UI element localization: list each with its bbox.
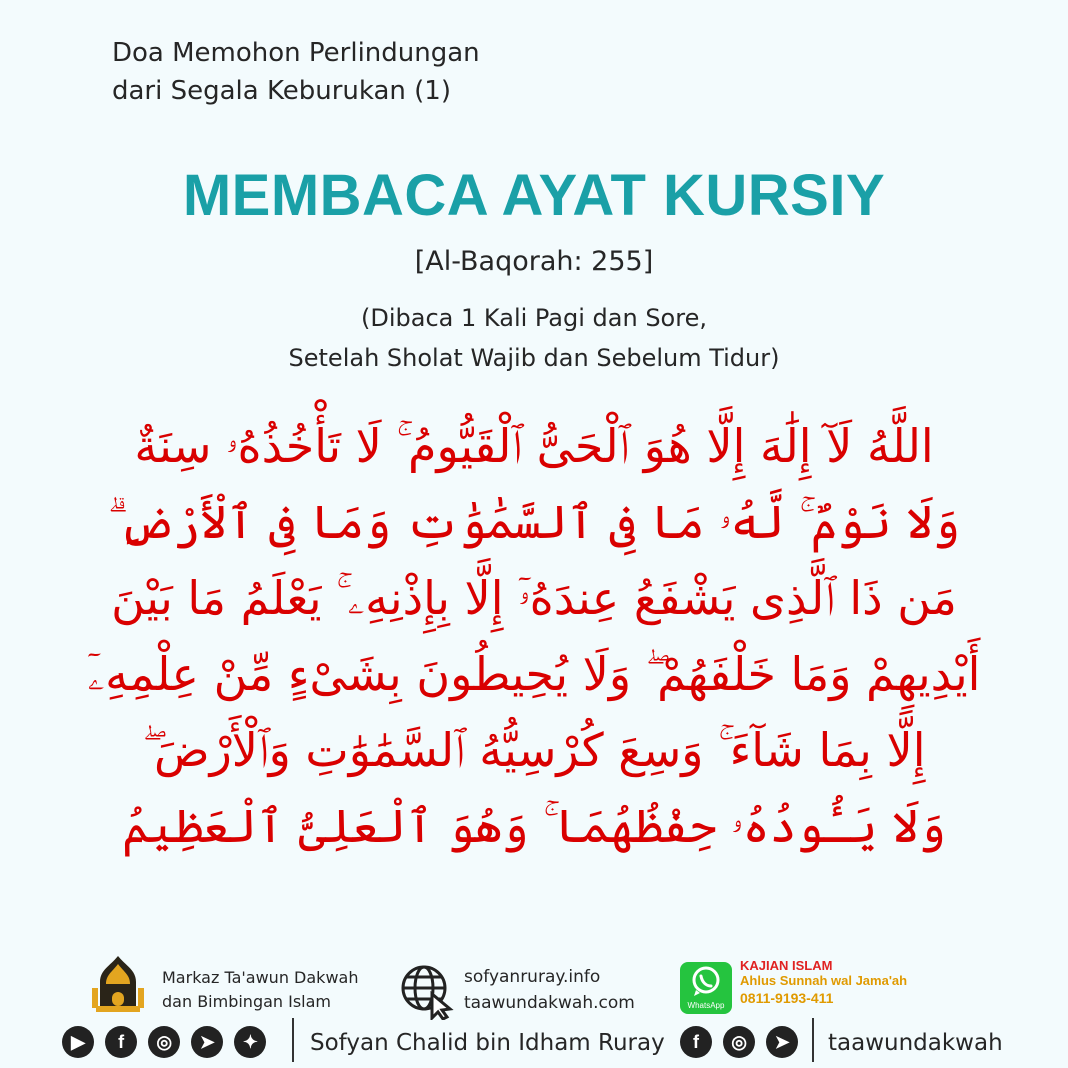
reading-note	[0, 298, 1068, 378]
arabic-line: إِلَّا بِمَا شَآءَ ۚ وَسِعَ كُرْسِيُّهُ ٱلسَّمَٰوَٰتِ وَٱلْأَرْضَ ۖ	[142, 723, 926, 777]
globe-cursor-icon	[398, 962, 456, 1020]
facebook-icon[interactable]: f	[680, 1026, 712, 1058]
arabic-line: وَلَا يَـُٔودُهُۥ حِفْظُهُمَا ۚ وَهُوَ ٱلْعَلِىُّ ٱلْعَظِيمُ	[122, 799, 946, 853]
note-line-2: Setelah Sholat Wajib dan Sebelum Tidur)	[288, 344, 780, 372]
website-link-2[interactable]: taawundakwah.com	[464, 993, 635, 1013]
wa-phone[interactable]: 0811-9193-411	[740, 990, 834, 1006]
author-name: Sofyan Chalid bin Idham Ruray	[310, 1030, 665, 1056]
divider	[292, 1018, 294, 1062]
org-social-icons	[680, 1026, 804, 1066]
mosque-logo-icon	[86, 954, 150, 1018]
verse-reference: [Al-Baqorah: 255]	[414, 246, 654, 277]
org-line-2: dan Bimbingan Islam	[162, 992, 332, 1011]
twitter-icon[interactable]: ✦	[234, 1026, 266, 1058]
arabic-line: أَيْدِيهِمْ وَمَا خَلْفَهُمْ ۖ وَلَا يُحِيطُونَ بِشَىْءٍ مِّنْ عِلْمِهِۦٓ	[87, 647, 981, 701]
divider	[812, 1018, 814, 1062]
author-social-icons	[62, 1026, 272, 1066]
whatsapp-info	[740, 958, 907, 1008]
arabic-line: اللَّهُ لَآ إِلَٰهَ إِلَّا هُوَ ٱلْحَىُّ ٱلْقَيُّومُ ۚ لَا تَأْخُذُهُۥ سِنَةٌ	[134, 419, 934, 473]
wa-title: KAJIAN ISLAM	[740, 958, 833, 973]
social-handle[interactable]: taawundakwah	[828, 1030, 1003, 1056]
whatsapp-label: WhatsApp	[687, 1001, 725, 1010]
page-title: MEMBACA AYAT KURSIY	[182, 163, 886, 228]
whatsapp-glyph-icon	[680, 962, 732, 1002]
arabic-line: وَلَا نَوْمٌ ۚ لَّهُۥ مَا فِى ٱلسَّمَٰوَٰتِ وَمَا فِى ٱلْأَرْضِ ۗ	[107, 495, 961, 549]
wa-subtitle: Ahlus Sunnah wal Jama'ah	[740, 973, 908, 988]
note-line-1: (Dibaca 1 Kali Pagi dan Sore,	[361, 304, 707, 332]
arabic-verse	[60, 408, 1008, 864]
telegram-icon[interactable]: ➤	[766, 1026, 798, 1058]
subtitle-line-1: Doa Memohon Perlindungan	[112, 38, 480, 68]
youtube-icon[interactable]: ▶	[62, 1026, 94, 1058]
subtitle-line-2: dari Segala Keburukan (1)	[112, 76, 451, 106]
org-line-1: Markaz Ta'awun Dakwah	[162, 968, 359, 987]
telegram-icon[interactable]: ➤	[191, 1026, 223, 1058]
website-links	[464, 964, 635, 1016]
subtitle-block	[112, 34, 480, 110]
footer	[0, 948, 1068, 1068]
facebook-icon[interactable]: f	[105, 1026, 137, 1058]
whatsapp-icon[interactable]	[680, 962, 732, 1014]
instagram-icon[interactable]: ◎	[723, 1026, 755, 1058]
organization-name	[162, 966, 358, 1014]
instagram-icon[interactable]: ◎	[148, 1026, 180, 1058]
arabic-line: مَن ذَا ٱلَّذِى يَشْفَعُ عِندَهُۥٓ إِلَّا بِإِذْنِهِۦ ۚ يَعْلَمُ مَا بَيْنَ	[111, 571, 957, 625]
website-link-1[interactable]: sofyanruray.info	[464, 967, 601, 987]
